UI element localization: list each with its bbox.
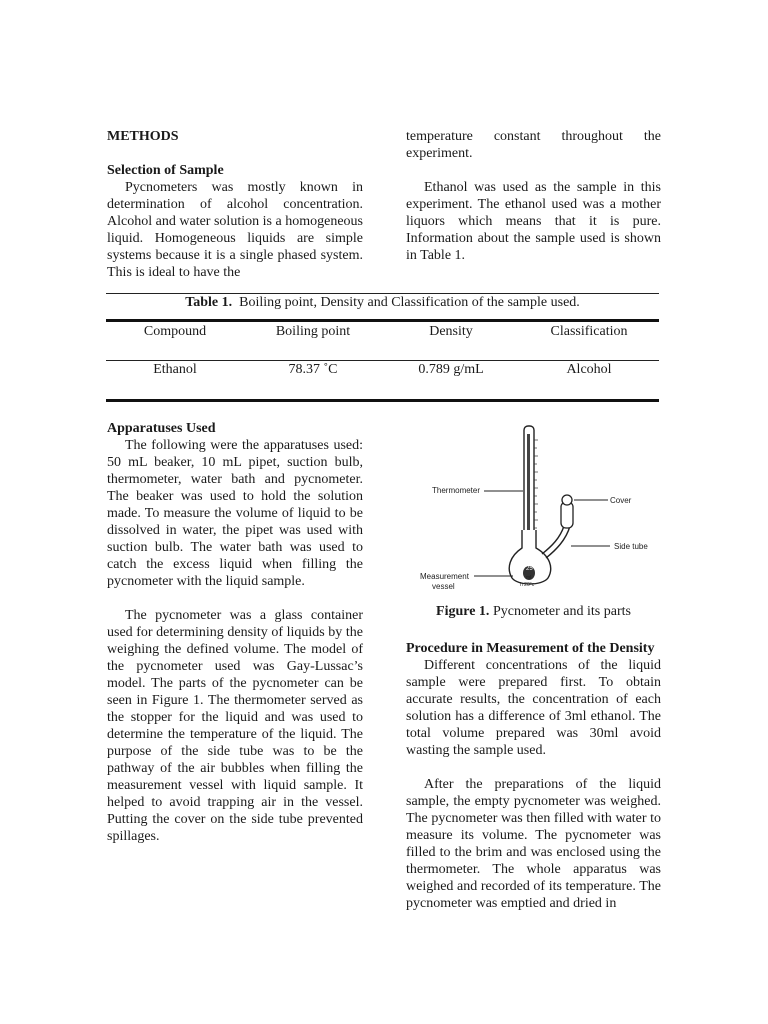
thermometer-label: Thermometer (432, 486, 481, 495)
methods-heading: METHODS (107, 129, 179, 144)
measurement-label: Measurement (420, 572, 469, 581)
table-header-cell: Compound (143, 324, 207, 339)
procedure-heading: Procedure in Measurement of the Density (406, 641, 655, 656)
side-tube-label: Side tube (614, 542, 648, 551)
selection-paragraph-2: Ethanol was used as the sample in this experiment. The ethanol used was a mother liquors which means that it is pure. Information about the sample used is shown in Table 1. (406, 180, 661, 263)
table-cell: 78.37 ˚C (288, 362, 338, 377)
table-header-cell: Boiling point (275, 324, 351, 339)
vessel-unit-mark: ml (526, 575, 532, 581)
selection-continued (406, 128, 661, 264)
table-header-cell: Density (429, 324, 473, 339)
table-bottom-rule (106, 399, 659, 402)
procedure-paragraph-2: After the preparations of the liquid sample, the empty pycnometer was weighed. The pycnometer was then filled with water to measure its volume. The pycnometer was filled to the brim and was enclosed using the thermometer. The whole apparatus was weighed and recorded of its temperature. The pycnometer was emptied and dried in (406, 777, 661, 911)
methods-section (107, 128, 363, 281)
cover-label: Cover (610, 496, 632, 505)
table-caption-text: Boiling point, Density and Classification of the sample used. (239, 295, 580, 310)
vessel-volume-mark: 25 (526, 566, 533, 572)
table-cell: Ethanol (153, 362, 197, 377)
selection-heading: Selection of Sample (107, 163, 224, 178)
apparatus-section (107, 420, 363, 845)
vessel-temp-mark: h 20°c (520, 582, 535, 588)
procedure-paragraph-1: Different concentrations of the liquid sample were prepared first. To obtain accurate results, the concentration of each solution has a difference of 3ml ethanol. The total volume prepared was 30ml avoid wasting the sample used. (406, 658, 661, 758)
table-cell: Alcohol (566, 362, 612, 377)
vessel-label: vessel (432, 582, 455, 591)
procedure-section (406, 640, 661, 912)
apparatus-paragraph-1: The following were the apparatuses used: 50 mL beaker, 10 mL pipet, suction bulb, thermometer, water bath and pycnometer. The beaker was used to hold the solution made. To measure the volume of liquid to be dissolved in water, the pipet was used with suction bulb. The water bath was used to catch the excess liquid when filling the pycnometer with the liquid sample. (107, 438, 363, 589)
table-cell: 0.789 g/mL (418, 362, 484, 377)
apparatus-heading: Apparatuses Used (107, 421, 216, 436)
figure-caption-text: Pycnometer and its parts (492, 604, 631, 619)
pycnometer-figure (418, 420, 658, 600)
apparatus-paragraph-2: The pycnometer was a glass container used for determining density of liquids by the weighing the defined volume. The model of the pycnometer used was Gay-Lussac’s model. The parts of the pycnometer can be seen in Figure 1. The thermometer served as the stopper for the liquid and was used to determine the temperature of the liquid. The purpose of the side tube was to be the pathway of the air bubbles when filling the measurement vessel with liquid sample. It helped to avoid trapping air in the vessel. Putting the cover on the side tube prevented spillages. (107, 608, 363, 844)
selection-paragraph: Pycnometers was mostly known in determination of alcohol concentration. Alcohol and water solution is a homogeneous liquid. Homogeneous liquids are simple systems because it is a single phased system. This is ideal to have the (107, 180, 363, 280)
figure-caption-label: Figure 1. (436, 604, 490, 619)
figure-caption (406, 603, 661, 620)
table-header-cell: Classification (550, 324, 628, 339)
table-caption (106, 294, 659, 311)
table-caption-label: Table 1. (185, 295, 233, 310)
table-header-rule (106, 319, 659, 322)
selection-continuation: temperature constant throughout the experiment. (406, 129, 661, 161)
